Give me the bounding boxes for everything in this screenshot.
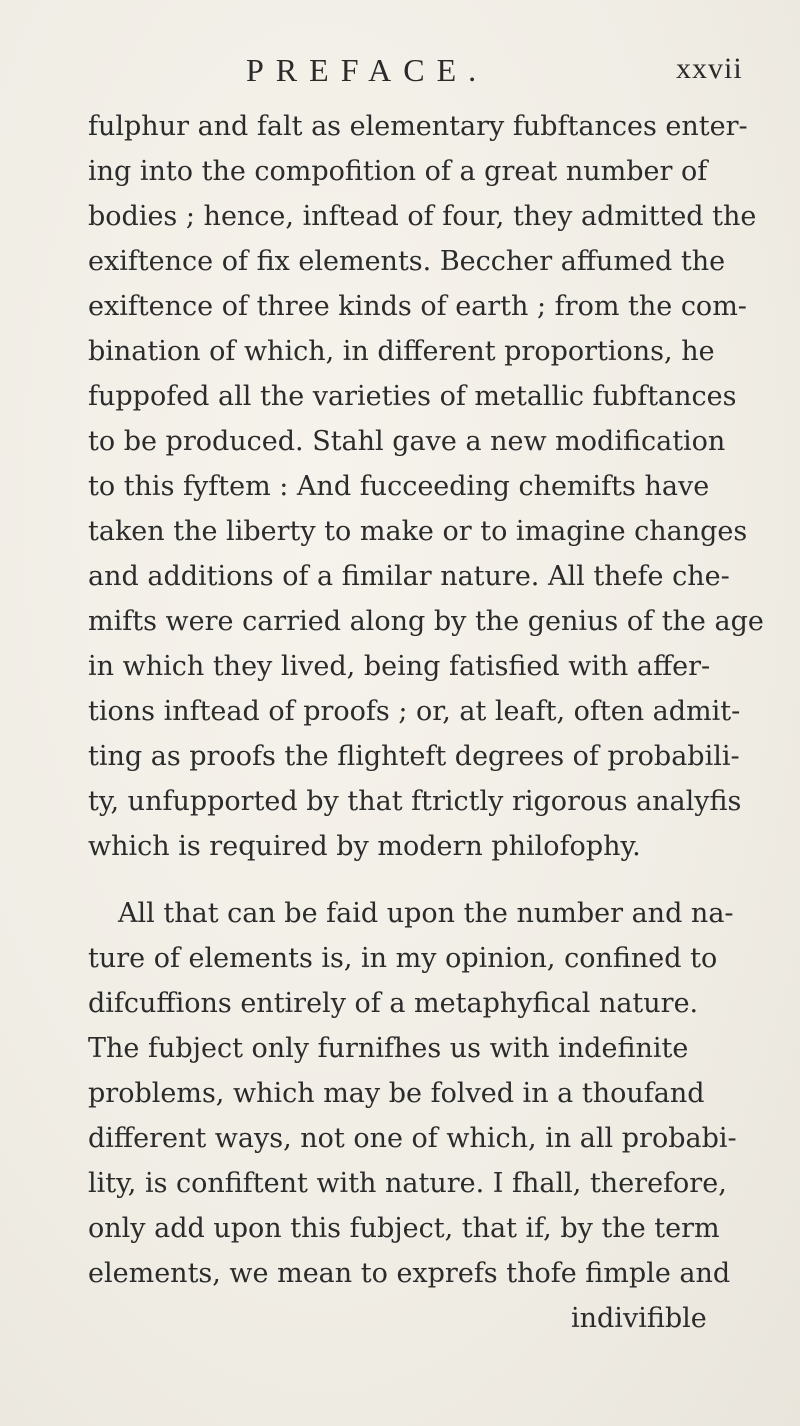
text-line: in which they lived, being fatisfied with affer- xyxy=(88,651,711,682)
text-line: ing into the compofition of a great number of xyxy=(88,156,708,187)
text-line: which is required by modern philofophy. xyxy=(88,831,641,862)
text-line: only add upon this fubject, that if, by the term xyxy=(88,1213,720,1244)
text-line: bodies ; hence, inftead of four, they admitted the xyxy=(88,201,757,232)
catchword: indivifible xyxy=(571,1303,707,1334)
page-number: xxvii xyxy=(676,52,743,85)
text-line: ture of elements is, in my opinion, confined to xyxy=(88,943,718,974)
text-line: problems, which may be folved in a thoufand xyxy=(88,1078,705,1109)
text-line: elements, we mean to exprefs thofe fimple and xyxy=(88,1258,731,1289)
text-line: fuppofed all the varieties of metallic fubftances xyxy=(88,381,737,412)
text-line: different ways, not one of which, in all probabi- xyxy=(88,1123,737,1154)
text-line: fulphur and falt as elementary fubftances enter- xyxy=(88,111,748,142)
text-line: taken the liberty to make or to imagine changes xyxy=(88,516,748,547)
text-line: and additions of a fimilar nature. All thefe che- xyxy=(88,561,730,592)
text-line: All that can be faid upon the number and na- xyxy=(118,898,734,929)
text-line: ting as proofs the flighteft degrees of probabili- xyxy=(88,741,740,772)
text-line: The fubject only furnifhes us with indefinite xyxy=(88,1033,689,1064)
text-line: bination of which, in different proportions, he xyxy=(88,336,715,367)
text-line: to be produced. Stahl gave a new modification xyxy=(88,426,726,457)
text-line: to this fyftem : And fucceeding chemifts have xyxy=(88,471,710,502)
running-title: PREFACE. xyxy=(246,52,489,88)
text-line: exiftence of fix elements. Beccher affumed the xyxy=(88,246,726,277)
text-line: ty, unfupported by that ftrictly rigorous analyfis xyxy=(88,786,742,817)
text-line: mifts were carried along by the genius of the age xyxy=(88,606,764,637)
text-line: lity, is confiftent with nature. I fhall, therefore, xyxy=(88,1168,727,1199)
text-line: difcuffions entirely of a metaphyfical nature. xyxy=(88,988,699,1019)
text-line: exiftence of three kinds of earth ; from the com- xyxy=(88,291,747,322)
text-line: tions inftead of proofs ; or, at leaft, often admit- xyxy=(88,696,741,727)
